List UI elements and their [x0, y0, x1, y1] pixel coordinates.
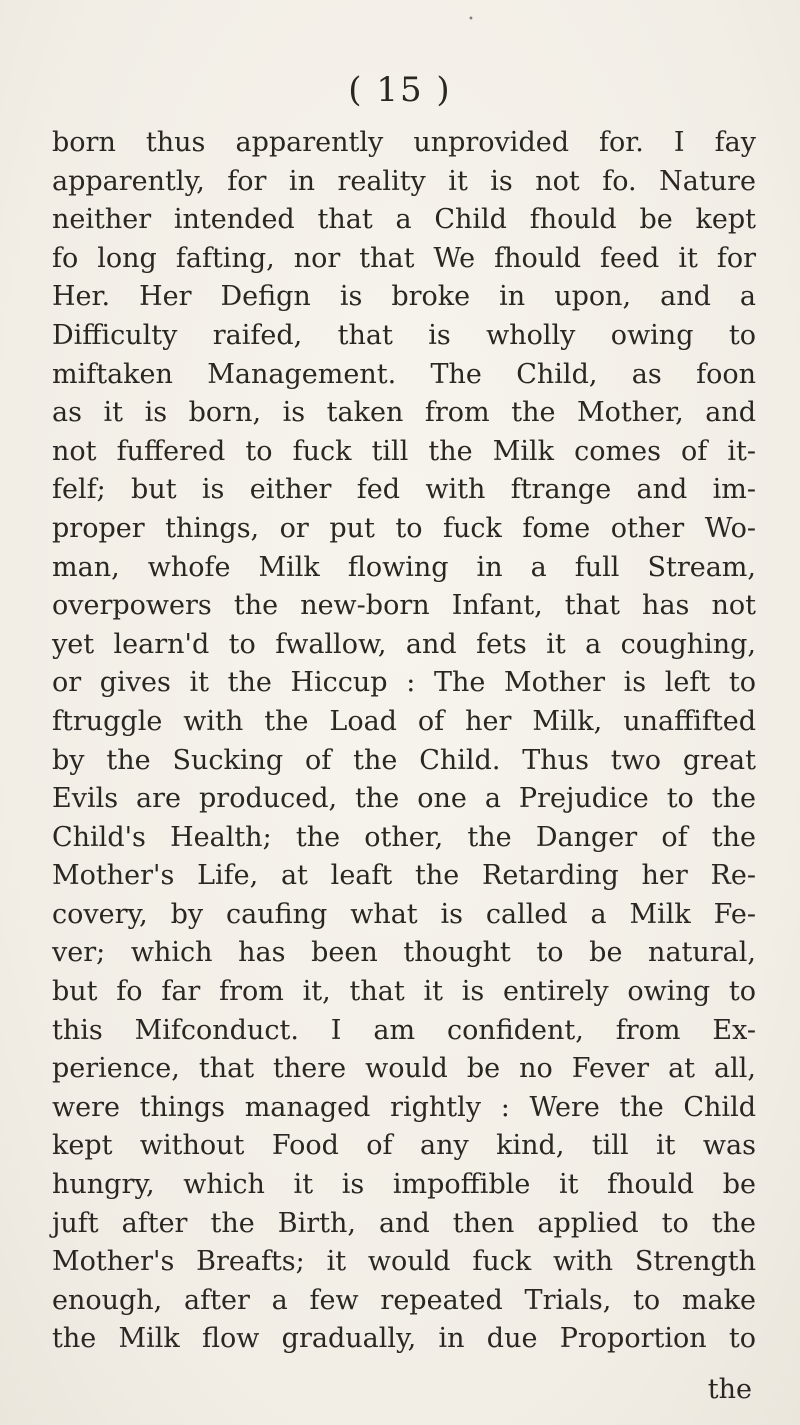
text-line: Evils are produced, the one a Prejudice to the: [52, 783, 756, 815]
text-line: the Milk flow gradually, in due Proportion to: [52, 1323, 756, 1355]
text-line: covery, by caufing what is called a Milk Fe-: [52, 898, 756, 930]
text-line: proper things, or put to fuck fome other Wo-: [52, 512, 756, 544]
text-line: neither intended that a Child fhould be kept: [52, 204, 756, 236]
text-line: enough, after a few repeated Trials, to make: [52, 1284, 756, 1316]
text-line: juft after the Birth, and then applied to the: [52, 1207, 756, 1239]
text-line: Child's Health; the other, the Danger of the: [52, 821, 756, 853]
ink-speck: •: [468, 14, 474, 25]
text-line: miftaken Management. The Child, as foon: [52, 358, 756, 390]
text-line: Her. Her Defign is broke in upon, and a: [52, 281, 756, 313]
text-line: were things managed rightly : Were the Child: [52, 1091, 756, 1123]
body-text: [52, 124, 756, 1359]
text-line: yet learn'd to fwallow, and fets it a coughing,: [52, 628, 756, 660]
text-line: ftruggle with the Load of her Milk, unaffifted: [52, 705, 756, 737]
text-line: overpowers the new-born Infant, that has not: [52, 590, 756, 622]
text-line: or gives it the Hiccup : The Mother is left to: [52, 667, 756, 699]
text-line: ver; which has been thought to be natural,: [52, 937, 756, 969]
text-line: but fo far from it, that it is entirely owing to: [52, 976, 756, 1008]
text-line: hungry, which it is impoffible it fhould be: [52, 1169, 756, 1201]
text-line: man, whofe Milk flowing in a full Stream,: [52, 551, 756, 583]
text-line: by the Sucking of the Child. Thus two great: [52, 744, 756, 776]
text-line: felf; but is either fed with ftrange and im-: [52, 474, 756, 506]
text-line: Mother's Breafts; it would fuck with Strength: [52, 1246, 756, 1278]
text-line: Mother's Life, at leaft the Retarding her Re-: [52, 860, 756, 892]
text-line: this Mifconduct. I am confident, from Ex-: [52, 1014, 756, 1046]
page-number: ( 15 ): [348, 70, 452, 110]
text-line: not fuffered to fuck till the Milk comes of it-: [52, 435, 756, 467]
text-line: apparently, for in reality it is not fo. Nature: [52, 165, 756, 197]
catchword: the: [707, 1374, 752, 1405]
text-line: fo long fafting, nor that We fhould feed it for: [52, 242, 756, 274]
text-line: born thus apparently unprovided for. I fay: [52, 127, 756, 158]
text-line: Difficulty raifed, that is wholly owing to: [52, 319, 756, 351]
text-line: as it is born, is taken from the Mother, and: [52, 397, 756, 429]
text-line: perience, that there would be no Fever at all,: [52, 1053, 756, 1085]
text-line: kept without Food of any kind, till it was: [52, 1130, 756, 1162]
